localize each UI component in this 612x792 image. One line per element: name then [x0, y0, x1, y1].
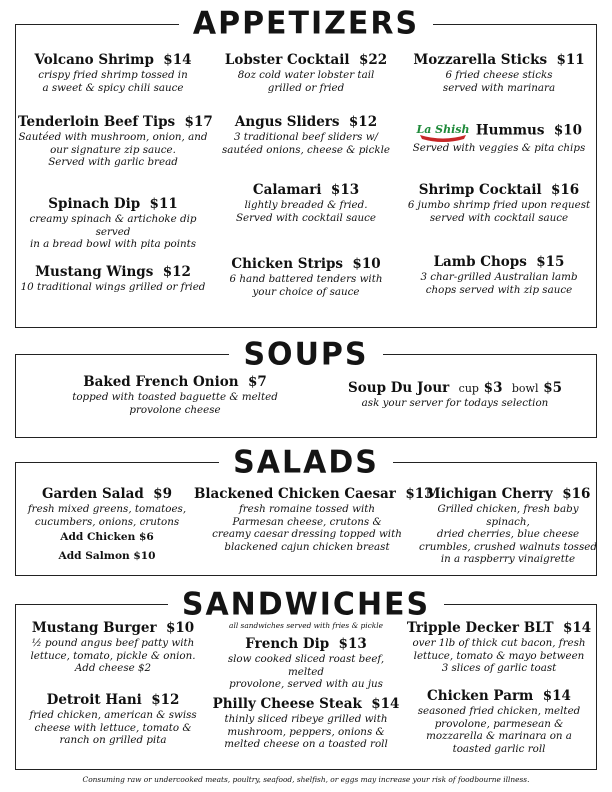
menu-item-lobster-cocktail: Lobster Cocktail $22 8oz cold water lobster tail grilled or fried	[224, 52, 388, 94]
menu-item-chicken-parm: Chicken Parm $14 seasoned fried chicken, melted provolone, parmesean & mozzarella & marinara on a toasted garlic roll	[417, 688, 581, 755]
menu-item-baked-french-onion: Baked French Onion $7 topped with toasted baguette & melted provolone cheese	[72, 374, 278, 416]
menu-item-mustang-burger: Mustang Burger $10 ½ pound angus beef patty with lettuce, tomato, pickle & onion. Add cheese $2	[30, 620, 196, 675]
menu-item-calamari: Calamari $13 lightly breaded & fried. Served with cocktail sauce	[235, 182, 377, 224]
menu-item-chicken-strips: Chicken Strips $10 6 hand battered tenders with your choice of sauce	[229, 256, 383, 298]
food-safety-disclaimer: Consuming raw or undercooked meats, poultry, seafood, shelfish, or eggs may increase your risk of foodbourne illness.	[82, 775, 530, 784]
menu-item-french-dip: French Dip $13 slow cooked sliced roast beef, melted provolone, served with au jus	[227, 636, 385, 691]
soups-heading: SOUPS	[0, 337, 612, 372]
menu-item-hummus: La Shish Hummus $10 Served with veggies & pita chips	[404, 120, 594, 155]
menu-item-detroit-hani: Detroit Hani $12 fried chicken, american & swiss cheese with lettuce, tomato & ranch on grilled pita	[29, 692, 197, 747]
appetizers-heading: APPETIZERS	[0, 6, 612, 41]
sandwiches-note: all sandwiches served with fries & pickle	[229, 621, 383, 630]
menu-item-volcano-shrimp: Volcano Shrimp $14 crispy fried shrimp tossed in a sweet & spicy chili sauce	[34, 52, 192, 94]
menu-item-shrimp-cocktail: Shrimp Cocktail $16 6 jumbo shrimp fried upon request served with cocktail sauce	[407, 182, 591, 224]
menu-item-garden-salad: Garden Salad $9 fresh mixed greens, tomatoes, cucumbers, onions, crutons Add Chicken $6 Add Salmon $10	[24, 486, 190, 566]
sandwiches-heading: SANDWICHES	[0, 587, 612, 622]
menu-item-mozzarella-sticks: Mozzarella Sticks $11 6 fried cheese sticks served with marinara	[413, 52, 585, 94]
menu-item-spinach-dip: Spinach Dip $11 creamy spinach & artichoke dip served in a bread bowl with pita points	[29, 196, 197, 251]
add-chicken-option: Add Chicken $6	[60, 531, 154, 544]
menu-item-mustang-wings: Mustang Wings $12 10 traditional wings grilled or fried	[20, 264, 206, 293]
menu-item-tripple-decker-blt: Tripple Decker BLT $14 over 1lb of thick cut bacon, fresh lettuce, tomato & mayo between 3 slices of garlic toast	[406, 620, 592, 675]
menu-item-angus-sliders: Angus Sliders $12 3 traditional beef sliders w/ sautéed onions, cheese & pickle	[222, 114, 390, 156]
menu-item-michigan-cherry: Michigan Cherry $16 Grilled chicken, fresh baby spinach, dried cherries, blue cheese crumbles, crushed walnuts tossed in a raspberry vinaigrette	[419, 486, 597, 566]
menu-item-soup-du-jour: Soup Du Jour cup $3 bowl $5 ask your server for todays selection	[348, 380, 562, 409]
svg-text:La Shish: La Shish	[416, 123, 470, 136]
add-salmon-option: Add Salmon $10	[58, 550, 156, 563]
menu-item-tenderloin-beef-tips: Tenderloin Beef Tips $17 Sautéed with mushroom, onion, and our signature zip sauce. Served with garlic bread	[18, 114, 213, 169]
la-shish-logo	[416, 120, 470, 142]
menu-item-blackened-chicken-caesar: Blackened Chicken Caesar $13 fresh romaine tossed with Parmesan cheese, crutons & creamy caesar dressing topped with blackened cajun chicken breast	[194, 486, 434, 553]
menu-item-philly-cheese-steak: Philly Cheese Steak $14 thinly sliced ribeye grilled with mushroom, peppers, onions & melted cheese on a toasted roll	[212, 696, 400, 751]
salads-heading: SALADS	[0, 445, 612, 480]
menu-item-lamb-chops: Lamb Chops $15 3 char-grilled Australian lamb chops served with zip sauce	[420, 254, 578, 296]
